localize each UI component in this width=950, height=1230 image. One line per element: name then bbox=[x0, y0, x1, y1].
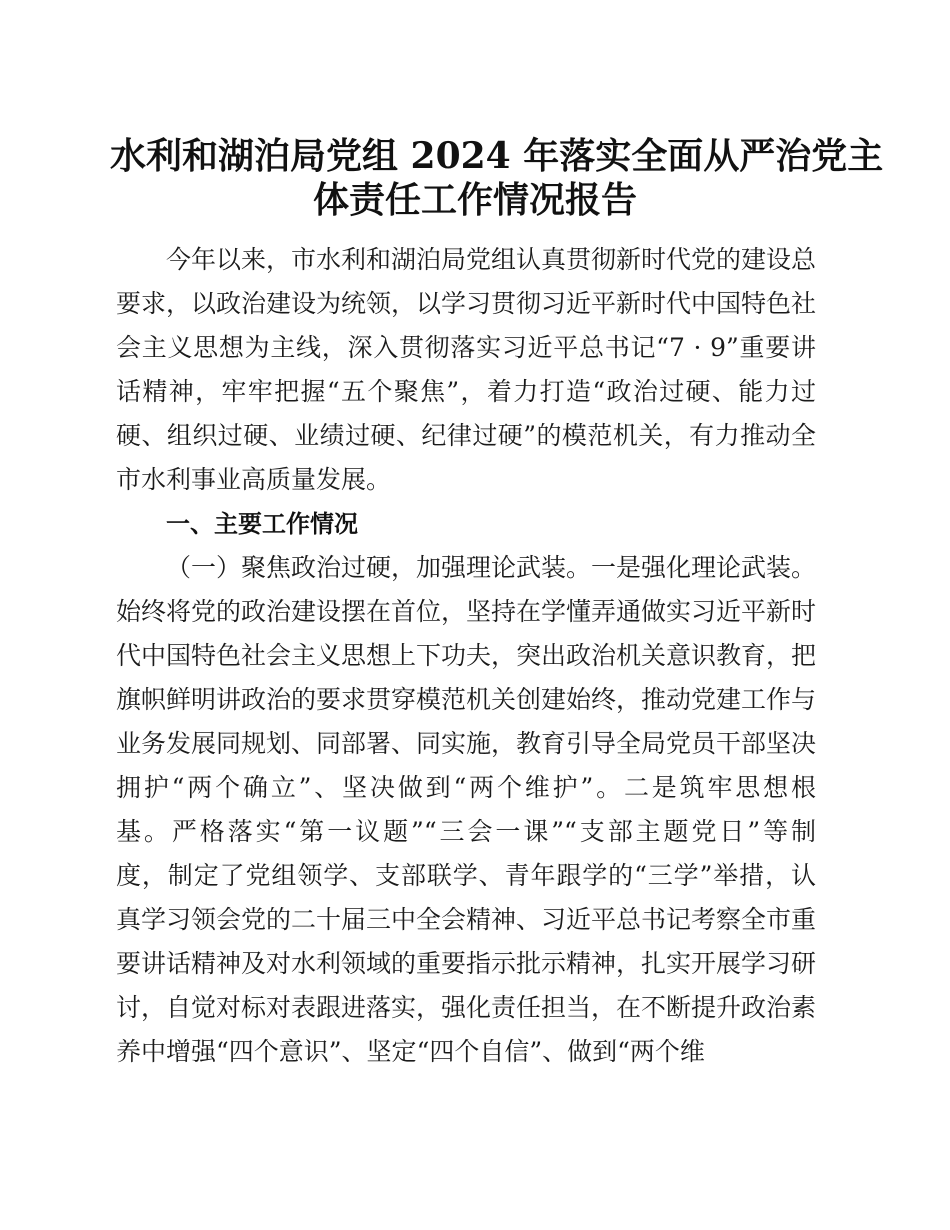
paragraph-2-line-8: 度，制定了党组领学、支部联学、青年跟学的“三学”举措，认 bbox=[116, 861, 816, 890]
document-title-line-1: 水利和湖泊局党组 2024 年落实全面从严治党主 bbox=[110, 135, 884, 177]
paragraph-2-line-2: 始终将党的政治建设摆在首位，坚持在学懂弄通做实习近平新时 bbox=[116, 597, 817, 626]
document-title-line-2: 体责任工作情况报告 bbox=[312, 179, 637, 221]
paragraph-2-line-1: （一）聚焦政治过硬，加强理论武装。一是强化理论武装。 bbox=[166, 553, 817, 582]
paragraph-2-line-10: 要讲话精神及对水利领域的重要指示批示精神，扎实开展学习研 bbox=[116, 949, 817, 978]
paragraph-2-line-9: 真学习领会党的二十届三中全会精神、习近平总书记考察全市重 bbox=[116, 905, 817, 934]
paragraph-2-line-12: 养中增强“四个意识”、坚定“四个自信”、做到“两个维 bbox=[116, 1037, 705, 1066]
section-heading-1: 一、主要工作情况 bbox=[166, 510, 358, 538]
paragraph-1-line-4: 话精神，牢牢把握“五个聚焦”，着力打造“政治过硬、能力过 bbox=[116, 377, 816, 406]
paragraph-2-line-5: 业务发展同规划、同部署、同实施，教育引导全局党员干部坚决 bbox=[116, 729, 817, 758]
paragraph-1-line-1: 今年以来，市水利和湖泊局党组认真贯彻新时代党的建设总 bbox=[166, 245, 817, 274]
paragraph-2-line-4: 旗帜鲜明讲政治的要求贯穿模范机关创建始终，推动党建工作与 bbox=[116, 685, 817, 714]
paragraph-1-line-3: 会主义思想为主线，深入贯彻落实习近平总书记“7 · 9”重要讲 bbox=[116, 333, 816, 362]
paragraph-2-line-3: 代中国特色社会主义思想上下功夫，突出政治机关意识教育，把 bbox=[116, 641, 817, 670]
paragraph-1-line-6: 市水利事业高质量发展。 bbox=[116, 465, 392, 494]
paragraph-2-line-7: 基。严格落实“第一议题”“三会一课”“支部主题党日”等制 bbox=[116, 817, 816, 846]
paragraph-2-line-11: 讨，自觉对标对表跟进落实，强化责任担当，在不断提升政治素 bbox=[116, 993, 817, 1022]
paragraph-2-line-6: 拥护“两个确立”、坚决做到“两个维护”。二是筑牢思想根 bbox=[116, 773, 816, 802]
paragraph-1-line-5: 硬、组织过硬、业绩过硬、纪律过硬”的模范机关，有力推动全 bbox=[116, 421, 816, 450]
paragraph-1-line-2: 要求，以政治建设为统领，以学习贯彻习近平新时代中国特色社 bbox=[116, 289, 817, 318]
